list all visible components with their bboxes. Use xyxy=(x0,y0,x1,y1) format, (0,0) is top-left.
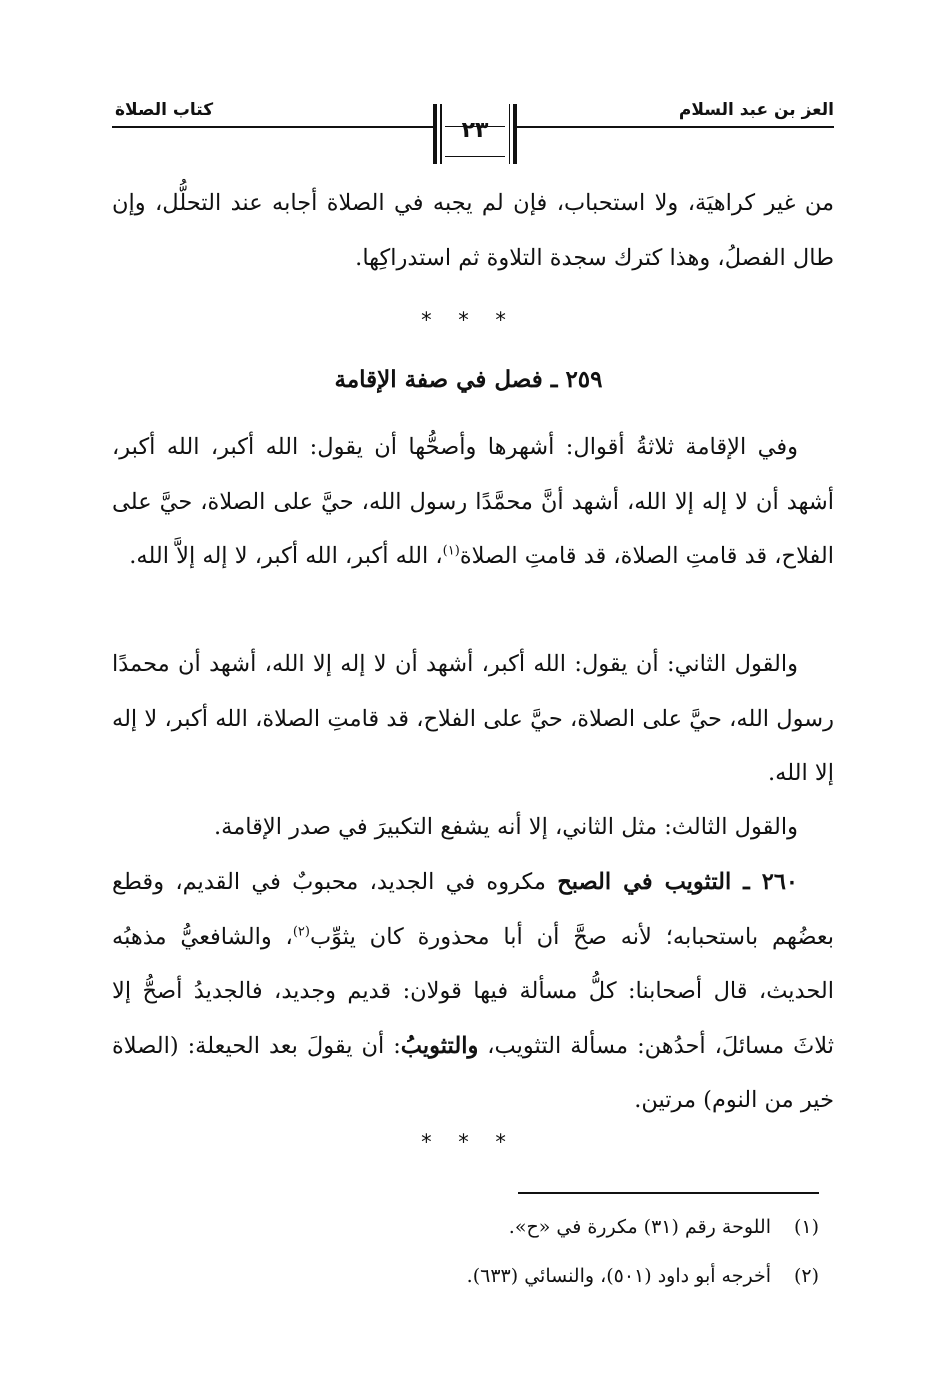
footnote-number: (٢) xyxy=(793,1265,819,1287)
page-number: ٢٣ xyxy=(461,118,489,143)
paragraph-third-opinion: والقول الثالث: مثل الثاني، إلا أنه يشفع التكبيرَ في صدر الإقامة. xyxy=(214,814,798,840)
paragraph-text: : أن يقولَ بعد الحيعلة: (الصلاة خير من النوم) مرتين. xyxy=(112,1032,834,1113)
running-header-book: كتاب الصلاة xyxy=(115,100,214,120)
paragraph-text: ، الله أكبر، الله أكبر، لا إله إلاَّ الله. xyxy=(129,543,443,569)
term-bold: والتثويبُ xyxy=(400,1032,479,1059)
section-separator: * * * xyxy=(421,308,516,332)
footnote-1 xyxy=(112,1216,819,1238)
footnote-ref-2: (٢) xyxy=(292,924,310,939)
section-heading: ٢٥٩ ـ فصل في صفة الإقامة xyxy=(334,366,603,393)
paragraph-text: مكروه في الجديد، محبوبٌ في القديم، وقطع بعضُهم باستحبابه؛ لأنه صحَّ أن أبا محذورة كان يثوِّب xyxy=(112,869,834,950)
paragraph-text: وفي الإقامة ثلاثةُ أقوال: أشهرها وأصحُّها أن يقول: الله أكبر، الله أكبر، أشهد أن لا إله إلا الله، أشهد أنَّ محمَّدًا رسول الله، حيَّ على الصلاة، حيَّ على الفلاح، قد قامتِ الصلاة، قد قامتِ الصلاة xyxy=(112,434,834,569)
paragraph-second-opinion: والقول الثاني: أن يقول: الله أكبر، أشهد أن لا إله إلا الله، أشهد أن محمدًا رسول الله، حيَّ على الصلاة، حيَّ على الفلاح، قد قامتِ الصلاة، الله أكبر، لا إله إلا الله. xyxy=(112,651,834,786)
section-number-bold: ٢٦٠ ـ التثويب في الصبح xyxy=(557,869,798,895)
paragraph-continuation: من غير كراهيَة، ولا استحباب، فإن لم يجبه في الصلاة أجابه عند التحلُّل، وإن طال الفصلُ، وهذا كترك سجدة التلاوة ثم استدراكِها. xyxy=(112,190,834,271)
section-separator: * * * xyxy=(421,1130,516,1154)
footnote-2 xyxy=(112,1265,819,1287)
paragraph-iqama-first-opinion xyxy=(112,420,834,584)
footnote-rule xyxy=(518,1192,819,1194)
footnote-text: أخرجه أبو داود (٥٠١)، والنسائي (٦٣٣). xyxy=(466,1265,771,1287)
running-header-author: العز بن عبد السلام xyxy=(678,100,834,120)
footnote-number: (١) xyxy=(793,1216,819,1238)
paragraph-tathwib xyxy=(112,855,834,1128)
paragraph-text: ، والشافعيُّ مذهبُه الحديث، قال أصحابنا: كلُّ مسألة فيها قولان: قديم وجديد، فالجديدُ أصحُّ إلا ثلاثَ مسائلَ، أحدُهن: مسألة التثويب، xyxy=(112,923,834,1059)
footnote-text: اللوحة رقم (٣١) مكررة في «ح». xyxy=(508,1216,771,1238)
footnote-ref-1: (١) xyxy=(442,543,460,559)
page-number-frame xyxy=(433,104,517,164)
